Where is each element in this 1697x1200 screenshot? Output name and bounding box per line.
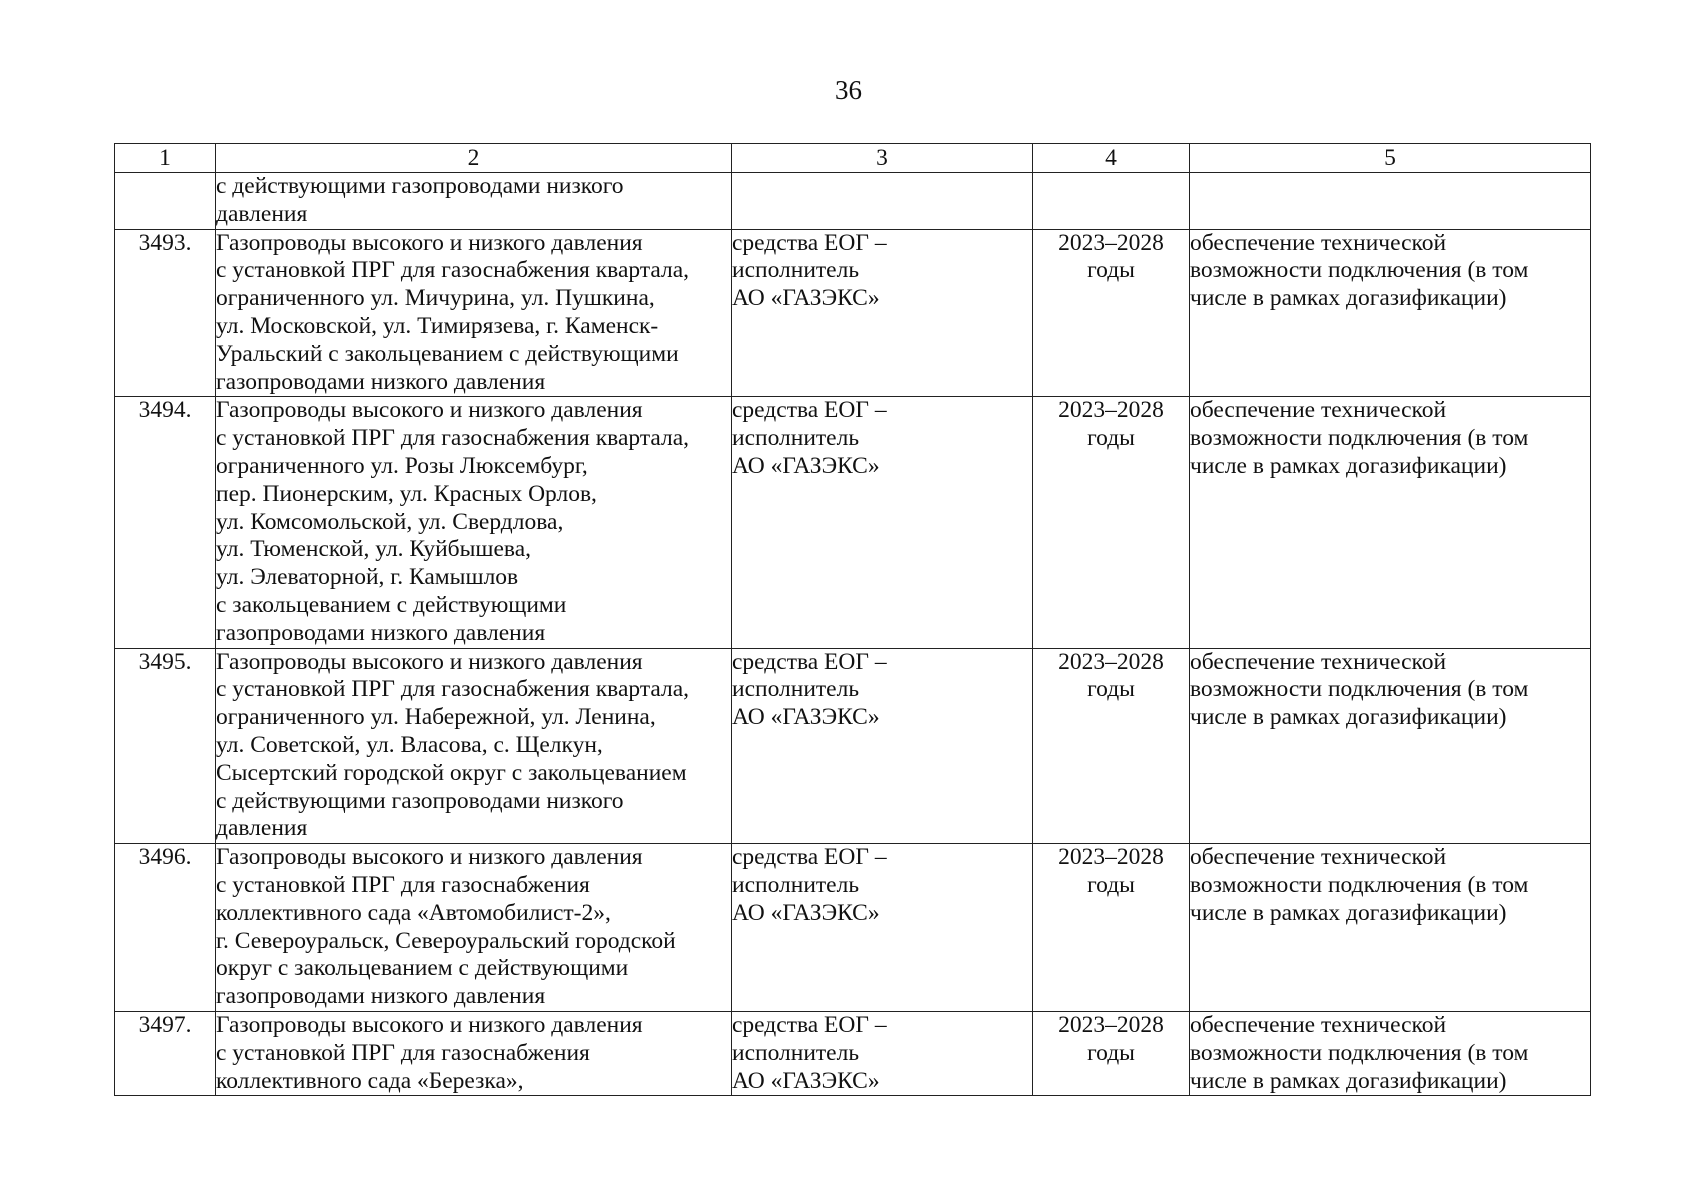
- implementation-period-cell: [1033, 397, 1190, 648]
- row-number-cell: 3494.: [115, 397, 216, 648]
- purpose-line: числе в рамках догазификации): [1190, 899, 1507, 926]
- purpose-line: обеспечение технической: [1190, 397, 1447, 424]
- purpose-line: обеспечение технической: [1190, 229, 1447, 256]
- purpose-line: возможности подключения (в том: [1190, 871, 1529, 898]
- funding-executor-line: средства ЕОГ –: [732, 648, 887, 675]
- object-description-line: с закольцеванием с действующими: [216, 591, 567, 618]
- column-header-1: 1: [115, 144, 216, 173]
- purpose-line: возможности подключения (в том: [1190, 1039, 1529, 1066]
- purpose-line: возможности подключения (в том: [1190, 257, 1529, 284]
- implementation-period-line: годы: [1087, 425, 1135, 452]
- object-description-cell: [216, 229, 732, 397]
- object-description-line: ограниченного ул. Мичурина, ул. Пушкина,: [216, 285, 655, 312]
- implementation-period-line: годы: [1087, 257, 1135, 284]
- object-description-line: коллективного сада «Автомобилист-2»,: [216, 899, 611, 926]
- purpose-line: обеспечение технической: [1190, 648, 1447, 675]
- implementation-period-line: годы: [1087, 1039, 1135, 1066]
- purpose-line: возможности подключения (в том: [1190, 676, 1529, 703]
- object-description-line: ул. Советской, ул. Власова, с. Щелкун,: [216, 731, 603, 758]
- purpose-cell: [1190, 648, 1591, 844]
- purpose-cell: [1190, 397, 1591, 648]
- object-description-line: с установкой ПРГ для газоснабжения квартала,: [216, 257, 690, 284]
- funding-executor-cell: [732, 844, 1033, 1012]
- row-number-cell: [115, 173, 216, 230]
- object-description-line: газопроводами низкого давления: [216, 983, 546, 1010]
- table-row: [115, 397, 1591, 648]
- implementation-period-line: годы: [1087, 676, 1135, 703]
- column-header-2: 2: [216, 144, 732, 173]
- funding-executor-line: исполнитель: [732, 1039, 860, 1066]
- purpose-line: обеспечение технической: [1190, 844, 1447, 871]
- funding-executor-line: АО «ГАЗЭКС»: [732, 285, 880, 312]
- row-number-cell: 3495.: [115, 648, 216, 844]
- implementation-period-cell: [1033, 844, 1190, 1012]
- funding-executor-cell: [732, 229, 1033, 397]
- object-description-line: с действующими газопроводами низкого: [216, 787, 624, 814]
- purpose-line: обеспечение технической: [1190, 1011, 1447, 1038]
- object-description-line: давления: [216, 815, 308, 842]
- page-number: 36: [835, 75, 862, 105]
- funding-executor-cell: [732, 648, 1033, 844]
- object-description-line: Газопроводы высокого и низкого давления: [216, 648, 643, 675]
- funding-executor-line: исполнитель: [732, 676, 860, 703]
- table-row: [115, 173, 1591, 230]
- table-header-row: [115, 144, 1591, 173]
- table-row: [115, 648, 1591, 844]
- implementation-period-line: 2023–2028: [1058, 648, 1164, 675]
- object-description-cell: [216, 844, 732, 1012]
- object-description-line: с установкой ПРГ для газоснабжения: [216, 871, 590, 898]
- funding-executor-cell: [732, 397, 1033, 648]
- object-description-line: давления: [216, 200, 308, 227]
- implementation-period-line: 2023–2028: [1058, 229, 1164, 256]
- object-description-line: Газопроводы высокого и низкого давления: [216, 229, 643, 256]
- column-header-4: 4: [1033, 144, 1190, 173]
- object-description-line: округ с закольцеванием с действующими: [216, 955, 629, 982]
- implementation-period-cell: [1033, 173, 1190, 230]
- table-row: [115, 844, 1591, 1012]
- purpose-line: числе в рамках догазификации): [1190, 285, 1507, 312]
- object-description-line: с установкой ПРГ для газоснабжения: [216, 1039, 590, 1066]
- funding-executor-line: АО «ГАЗЭКС»: [732, 452, 880, 479]
- object-description-cell: [216, 1011, 732, 1095]
- funding-executor-line: АО «ГАЗЭКС»: [732, 899, 880, 926]
- object-description-line: Сысертский городской округ с закольцеванием: [216, 759, 687, 786]
- object-description-line: с действующими газопроводами низкого: [216, 173, 624, 199]
- table-body: [115, 173, 1591, 1096]
- program-table: [114, 143, 1591, 1096]
- object-description-line: ул. Тюменской, ул. Куйбышева,: [216, 536, 532, 563]
- object-description-line: ул. Элеваторной, г. Камышлов: [216, 564, 519, 591]
- column-header-3: 3: [732, 144, 1033, 173]
- funding-executor-cell: [732, 173, 1033, 230]
- object-description-line: с установкой ПРГ для газоснабжения квартала,: [216, 676, 690, 703]
- funding-executor-cell: [732, 1011, 1033, 1095]
- table-row: [115, 229, 1591, 397]
- implementation-period-line: 2023–2028: [1058, 1011, 1164, 1038]
- object-description-line: г. Североуральск, Североуральский городской: [216, 927, 676, 954]
- table-row: [115, 1011, 1591, 1095]
- funding-executor-line: АО «ГАЗЭКС»: [732, 1067, 880, 1094]
- implementation-period-line: 2023–2028: [1058, 844, 1164, 871]
- implementation-period-cell: [1033, 648, 1190, 844]
- object-description-line: пер. Пионерским, ул. Красных Орлов,: [216, 480, 597, 507]
- purpose-line: возможности подключения (в том: [1190, 425, 1529, 452]
- object-description-line: ул. Московской, ул. Тимирязева, г. Каменск-: [216, 312, 659, 339]
- row-number-cell: 3497.: [115, 1011, 216, 1095]
- funding-executor-line: средства ЕОГ –: [732, 229, 887, 256]
- implementation-period-line: годы: [1087, 871, 1135, 898]
- funding-executor-line: средства ЕОГ –: [732, 397, 887, 424]
- implementation-period-cell: [1033, 1011, 1190, 1095]
- funding-executor-line: средства ЕОГ –: [732, 844, 887, 871]
- object-description-line: Уральский с закольцеванием с действующими: [216, 340, 679, 367]
- row-number-cell: 3493.: [115, 229, 216, 397]
- funding-executor-line: АО «ГАЗЭКС»: [732, 704, 880, 731]
- implementation-period-line: 2023–2028: [1058, 397, 1164, 424]
- purpose-cell: [1190, 173, 1591, 230]
- object-description-line: газопроводами низкого давления: [216, 619, 546, 646]
- object-description-line: Газопроводы высокого и низкого давления: [216, 1011, 643, 1038]
- object-description-cell: [216, 648, 732, 844]
- object-description-line: с установкой ПРГ для газоснабжения квартала,: [216, 425, 690, 452]
- implementation-period-cell: [1033, 229, 1190, 397]
- row-number-cell: 3496.: [115, 844, 216, 1012]
- object-description-line: коллективного сада «Березка»,: [216, 1067, 524, 1094]
- purpose-cell: [1190, 229, 1591, 397]
- purpose-cell: [1190, 1011, 1591, 1095]
- funding-executor-line: средства ЕОГ –: [732, 1011, 887, 1038]
- funding-executor-line: исполнитель: [732, 257, 860, 284]
- object-description-line: ограниченного ул. Набережной, ул. Ленина,: [216, 704, 656, 731]
- column-header-5: 5: [1190, 144, 1591, 173]
- funding-executor-line: исполнитель: [732, 871, 860, 898]
- object-description-line: газопроводами низкого давления: [216, 368, 546, 395]
- purpose-line: числе в рамках догазификации): [1190, 452, 1507, 479]
- purpose-line: числе в рамках догазификации): [1190, 704, 1507, 731]
- purpose-cell: [1190, 844, 1591, 1012]
- object-description-cell: [216, 173, 732, 230]
- object-description-line: ограниченного ул. Розы Люксембург,: [216, 452, 588, 479]
- object-description-cell: [216, 397, 732, 648]
- purpose-line: числе в рамках догазификации): [1190, 1067, 1507, 1094]
- object-description-line: Газопроводы высокого и низкого давления: [216, 844, 643, 871]
- object-description-line: Газопроводы высокого и низкого давления: [216, 397, 643, 424]
- funding-executor-line: исполнитель: [732, 425, 860, 452]
- object-description-line: ул. Комсомольской, ул. Свердлова,: [216, 508, 564, 535]
